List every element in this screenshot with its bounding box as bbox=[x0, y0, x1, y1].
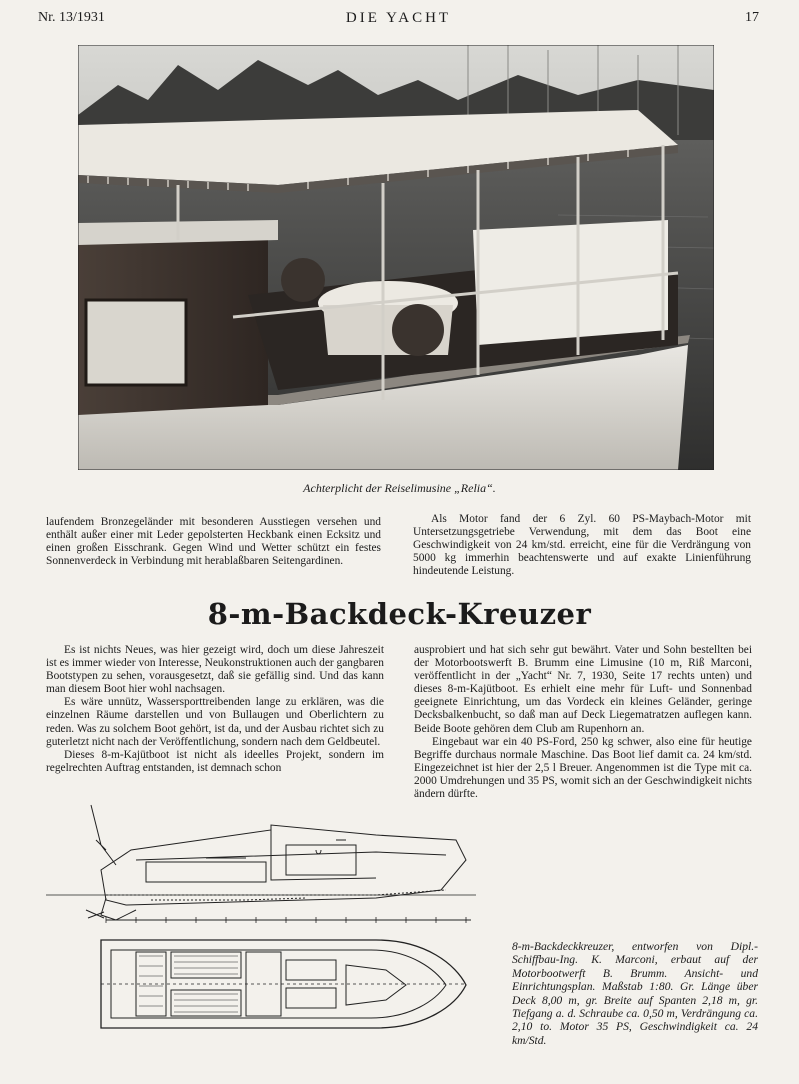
continuation-right-column bbox=[413, 513, 751, 578]
article-title: 8-m-Backdeck-Kreuzer bbox=[207, 597, 592, 631]
paragraph: Als Motor fand der 6 Zyl. 60 PS-Maybach-Motor mit Untersetzungsgetriebe Verwendung, mit dem das Boot eine Geschwindigkeit von 24 km/std. erreicht, eine für die Verdrängung von 5000 kg immerhin beachtenswerte und auf exakte Linienführung hindeutende Leistung. bbox=[413, 513, 751, 578]
paragraph: Eingebaut war ein 40 PS-Ford, 250 kg schwer, also eine für heutige Begriffe durchaus normale Maschine. Das Boot lief damit ca. 24 km/std. Eingezeichnet ist hier der 2,5 l Breuer. Angenommen ist die Type mit ca. 2000 Umdrehungen und 35 PS, womit sich an der Geschwindigkeit nichts ändern dürfte. bbox=[414, 735, 752, 801]
magazine-title: DIE YACHT bbox=[345, 10, 452, 26]
article-right-column bbox=[414, 644, 752, 801]
boat-plan-drawing bbox=[46, 800, 476, 1060]
photo-caption: Achterplicht der Reiselimusine „Relia“. bbox=[303, 481, 496, 495]
paragraph: ausprobiert und hat sich sehr gut bewährt. Vater und Sohn bestellten bei der Motorbootswerft B. Brumm eine Limusine (10 m, Riß Marconi, veröffentlicht in der „Yacht“ Nr. 7, 1930, Seite 17 rechts unten) und dieses 8-m-Kajütboot. Es erhielt eine mehr für Luft- und Sonnenbad geeignete Einrichtung, um das Vordeck ein kleines Geländer, geringe Decksbalkenbucht, so daß man auf Deck Liegematratzen auflegen kann. Beide Boote gehören dem Club am Rupenhorn an. bbox=[414, 644, 752, 735]
page-header bbox=[38, 10, 759, 30]
paragraph: Dieses 8-m-Kajütboot ist nicht als ideelles Projekt, sondern im regelrechten Auftrag entstanden, ist demnach schon bbox=[46, 748, 384, 774]
paragraph: laufendem Bronzegeländer mit besonderen Ausstiegen versehen und enthält außer einer mit Leder gepolsterten Heckbank einen Ecksitz und einen großen Eisschrank. Gegen Wind und Wetter schützt ein festes Sonnenverdeck in Verbindung mit herablaßbaren Seitengardinen. bbox=[46, 516, 381, 568]
issue-number: Nr. 13/1931 bbox=[38, 10, 105, 25]
paragraph: Es ist nichts Neues, was hier gezeigt wird, doch um diese Jahreszeit ist es immer wieder von Interesse, Neukonstruktionen auch der gangbaren Bootstypen zu sehen, vorausgesetzt, daß sie gefällig sind. Und das kann man diesem Boot hier wohl nachsagen. bbox=[46, 644, 384, 696]
yacht-aft-cockpit-photo bbox=[78, 45, 714, 470]
paragraph: Es wäre unnütz, Wassersporttreibenden lange zu erklären, was die einzelnen Räume darstellen und von Bullaugen und Oberlichtern zu reden. Was zu solchem Boot gehört, ist da, und der Ausbau richtet sich zu guterletzt nicht nach der Veröffentlichung, sondern nach dem Geldbeutel. bbox=[46, 696, 384, 748]
drawing-caption: 8-m-Backdeckkreuzer, entworfen von Dipl.-Schiffbau-Ing. K. Marconi, erbaut auf der Motorbootwerft B. Brumm. Ansicht- und Einrichtungsplan. Maßstab 1:80. Gr. Länge über Deck 8,00 m, gr. Breite auf Spanten 2,18 m, gr. Tiefgang a. d. Schraube ca. 0,50 m, Verdrängung ca. 2,10 to. Motor 35 PS, Geschwindigkeit ca. 24 km/Std. bbox=[512, 940, 758, 1047]
article-left-column bbox=[46, 644, 384, 775]
page-number: 17 bbox=[745, 10, 759, 25]
continuation-left-column bbox=[46, 516, 381, 568]
